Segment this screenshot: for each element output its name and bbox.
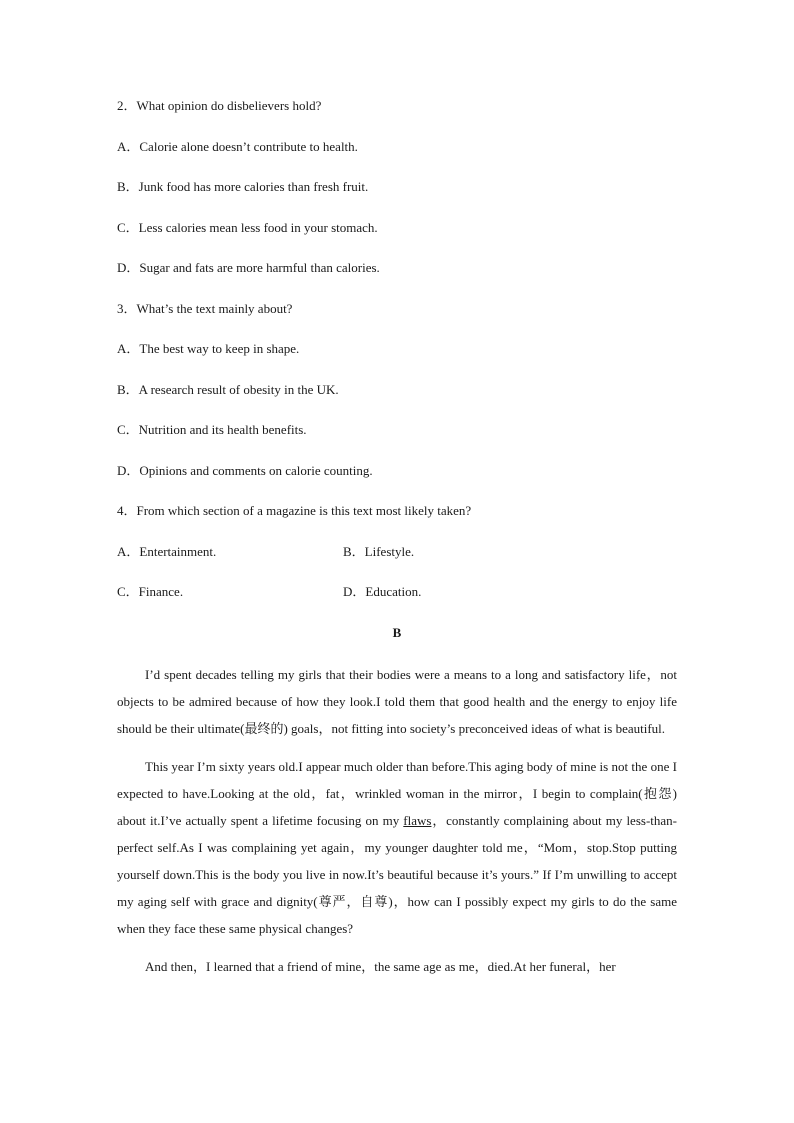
answer-option: C．Less calories mean less food in your stomach. [117,219,378,235]
answer-option: D．Education. [343,584,422,599]
answer-option: B．A research result of obesity in the UK. [117,381,339,397]
answer-option-row [117,582,677,623]
underlined-word: flaws [403,812,432,828]
section-title: B [392,624,402,640]
answer-option: B．Lifestyle. [343,543,415,559]
question-stem: 3．What’s the text mainly about? [117,300,293,316]
passage-paragraph: I’d spent decades telling my girls that their bodies were a means to a long and satisfactory life，not objects to be admired because of how they look.I told them that good health and the energy to enjoy life should be their ultimate(最终的) goals，not fitting into society’s preconceived ideas of what is beautiful. [117,666,677,736]
paragraph-text: This year I’m sixty years old.I appear much older than before.This aging body of mine is not the one I expected to have.Looking at the old，fat，wrinkled woman in the mirror，I begin to complain(抱怨) about it.I’ve actually spent a lifetime focusing on my [117,758,677,828]
answer-option: B．Junk food has more calories than fresh fruit. [117,179,369,194]
answer-option: D．Sugar and fats are more harmful than calories. [117,260,380,275]
document-page [117,96,677,991]
question-stem: 2．What opinion do disbelievers hold? [117,98,322,113]
passage-paragraph [117,753,677,942]
answer-option-row [117,542,677,583]
passage-paragraph: And then，I learned that a friend of mine，the same age as me，died.At her funeral，her [145,958,616,974]
answer-option: A．The best way to keep in shape. [117,341,300,356]
answer-option: A．Calorie alone doesn’t contribute to health. [117,138,358,154]
answer-option: C．Nutrition and its health benefits. [117,422,307,437]
answer-option: C．Finance. [117,584,184,599]
paragraph-text: ，constantly complaining about my less-than-perfect self.As I was complaining yet again，my younger daughter told me，“Mom，stop.Stop putting yourself down.This is the body you live in now.It’s beautiful because it’s yours.” If I’m unwilling to accept my aging self with grace and dignity(尊严，自尊)，how can I possibly expect my girls to do the same when they face these same physical changes? [117,812,677,936]
question-stem: 4．From which section of a magazine is this text most likely taken? [117,503,472,518]
answer-option: D．Opinions and comments on calorie counting. [117,462,373,478]
answer-option: A．Entertainment. [117,543,217,559]
